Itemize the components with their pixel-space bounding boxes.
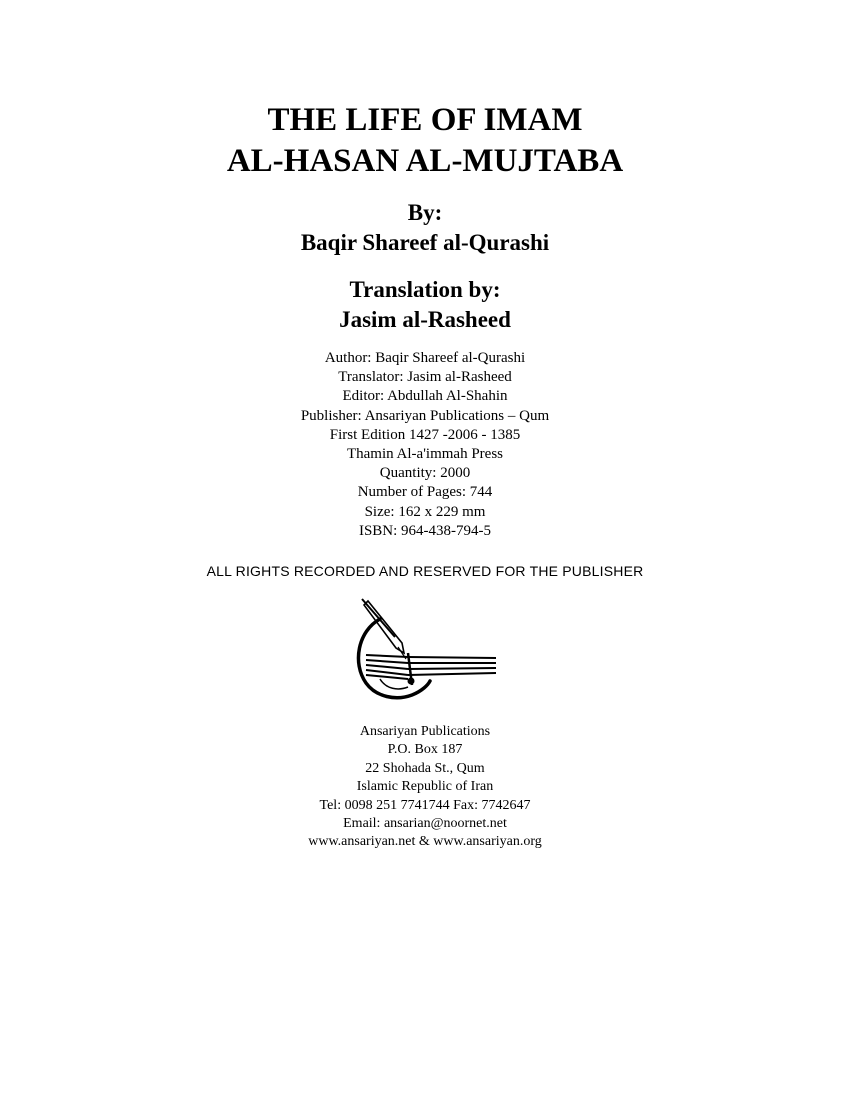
book-title-line-2: AL-HASAN AL-MUJTABA [226, 143, 624, 179]
detail-edition: First Edition 1427 -2006 - 1385 [329, 426, 521, 443]
publisher-po-box: P.O. Box 187 [387, 742, 463, 758]
detail-author: Author: Baqir Shareef al-Qurashi [324, 350, 526, 366]
book-title-line-1: THE LIFE OF IMAM [267, 102, 583, 138]
detail-editor: Editor: Abdullah Al-Shahin [342, 388, 508, 405]
publisher-websites[interactable]: www.ansariyan.net & www.ansariyan.org [308, 834, 542, 850]
translation-label: Translation by: [349, 277, 501, 302]
publisher-email[interactable]: Email: ansarian@noornet.net [343, 816, 507, 832]
pen-and-book-logo-icon [350, 597, 500, 705]
detail-quantity: Quantity: 2000 [379, 465, 471, 482]
publication-details [0, 349, 850, 541]
detail-press: Thamin Al-a'immah Press [346, 446, 503, 463]
publisher-country: Islamic Republic of Iran [356, 779, 494, 795]
publisher-phone: Tel: 0098 251 7741744 Fax: 7742647 [319, 797, 531, 813]
detail-size: Size: 162 x 229 mm [364, 503, 486, 520]
detail-translator: Translator: Jasim al-Rasheed [338, 369, 512, 386]
author-name: Baqir Shareef al-Qurashi [300, 230, 550, 255]
publisher-address [0, 723, 850, 852]
publisher-street: 22 Shohada St., Qum [365, 760, 485, 776]
detail-isbn: ISBN: 964-438-794-5 [358, 522, 492, 539]
detail-pages: Number of Pages: 744 [357, 484, 493, 501]
publisher-name: Ansariyan Publications [359, 724, 491, 739]
rights-notice: ALL RIGHTS RECORDED AND RESERVED FOR THE PUBLISHER [206, 563, 644, 579]
detail-publisher: Publisher: Ansariyan Publications – Qum [300, 407, 550, 424]
byline-label: By: [407, 200, 443, 225]
translator-name: Jasim al-Rasheed [339, 307, 511, 332]
